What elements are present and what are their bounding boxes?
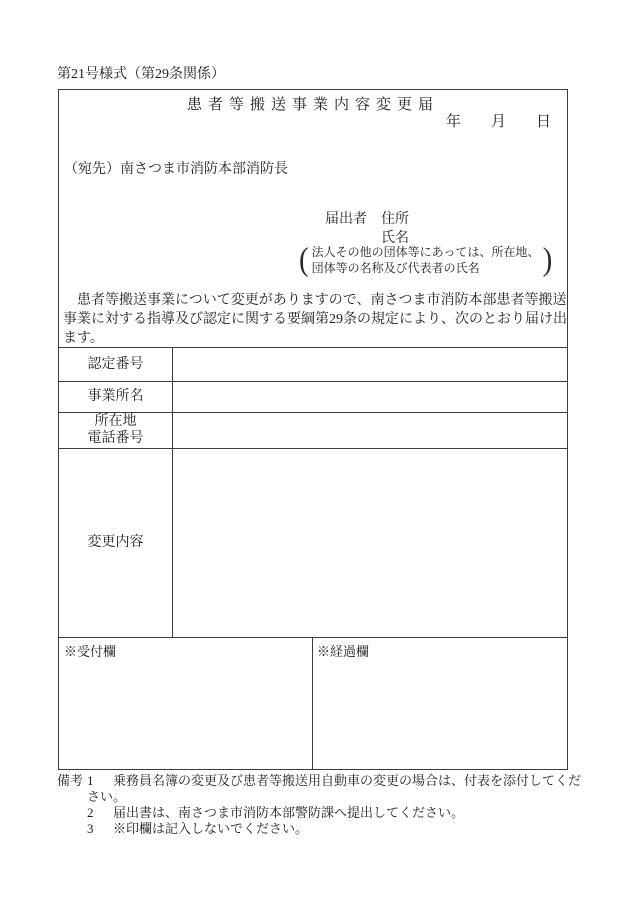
label-certification-number: 認定番号 <box>87 356 144 372</box>
open-paren-glyph: ( <box>299 242 309 278</box>
form-title: 患者等搬送事業内容変更届 <box>186 97 439 113</box>
addressee-line: （宛先）南さつま市消防本部消防長 <box>64 162 288 177</box>
value-office-name <box>173 381 567 412</box>
body-paragraph-line-1: 患者等搬送事業について変更がありますので、南さつま市消防本部患者等搬送 <box>63 293 567 308</box>
remark-line-1 <box>57 773 582 789</box>
label-address-phone: 所在地 電話番号 <box>87 414 144 446</box>
remarks-block <box>57 773 582 837</box>
remark-text-1: 乗務員名簿の変更及び患者等搬送用自動車の変更の場合は、付表を添付してくだ <box>113 773 582 788</box>
label-office-name: 事業所名 <box>87 389 144 404</box>
corporate-note-block <box>299 243 552 277</box>
date-line: 年 月 日 <box>445 114 551 130</box>
value-certification-number <box>173 347 567 381</box>
corporate-note-line-1: 法人その他の団体等にあっては、所在地、 <box>311 245 540 259</box>
close-paren-glyph: ) <box>542 242 553 278</box>
progress-stamp-cell <box>312 637 567 769</box>
reception-stamp-label: ※受付欄 <box>64 644 117 659</box>
corporate-note-lines <box>312 244 540 276</box>
remark-text-1b: さい。 <box>87 789 127 804</box>
label-change-details: 変更内容 <box>87 535 144 550</box>
body-paragraph-line-2: 事業に対する指導及び認定に関する要綱第29条の規定により、次のとおり届け出 <box>63 312 567 327</box>
form-outer-box <box>58 89 568 770</box>
remark-line-1-continuation <box>57 789 575 805</box>
form-number-heading: 第21号様式（第29条関係） <box>57 67 225 82</box>
remark-number-3: 3 <box>87 821 94 836</box>
declarant-name-line: 氏名 <box>381 231 409 246</box>
body-paragraph-line-3: ます。 <box>63 331 104 346</box>
corporate-note-line-2: 団体等の名称及び代表者の氏名 <box>311 261 480 275</box>
remark-number-1: 1 <box>87 773 94 788</box>
reception-stamp-cell <box>59 637 312 769</box>
value-change-details <box>173 448 567 637</box>
remark-line-2 <box>57 805 575 821</box>
progress-stamp-label: ※経過欄 <box>317 644 370 659</box>
value-address-phone <box>173 412 567 448</box>
body-paragraph <box>63 291 566 348</box>
remark-text-3: ※印欄は記入しないでください。 <box>113 821 309 836</box>
remark-number-2: 2 <box>87 805 94 820</box>
declarant-address-line: 届出者 住所 <box>325 212 409 227</box>
remark-line-3 <box>57 821 575 837</box>
remarks-prefix: 備考 <box>57 773 84 788</box>
remark-text-2: 届出書は、南さつま市消防本部警防課へ提出してください。 <box>113 805 465 820</box>
